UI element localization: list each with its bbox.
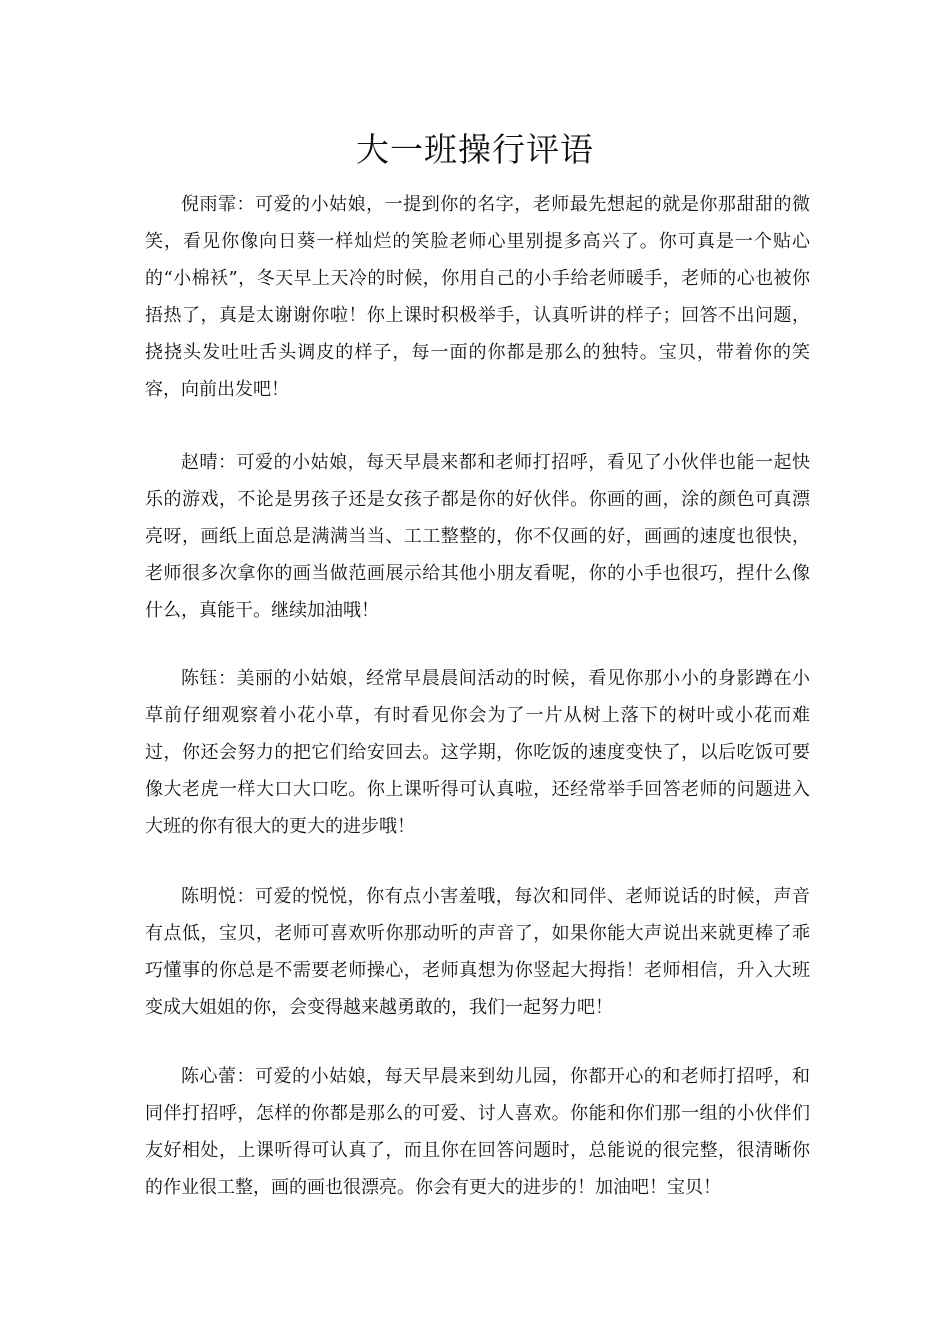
comment-paragraph-3: 陈钰：美丽的小姑娘，经常早晨晨间活动的时候，看见你那小小的身影蹲在小草前仔细观察着小花小草，有时看见你会为了一片从树上落下的树叶或小花而难过，你还会努力的把它们给安回去。这学期，你吃饭的速度变快了，以后吃饭可要像大老虎一样大口大口吃。你上课听得可认真啦，还经常举手回答老师的问题进入大班的你有很大的更大的进步哦！: [145, 668, 810, 837]
comment-paragraph-5: 陈心蕾：可爱的小姑娘，每天早晨来到幼儿园，你都开心的和老师打招呼，和同伴打招呼，怎样的你都是那么的可爱、讨人喜欢。你能和你们那一组的小伙伴们友好相处，上课听得可认真了，而且你在回答问题时，总能说的很完整，很清晰你的作业很工整，画的画也很漂亮。你会有更大的进步的！加油吧！宝贝！: [145, 1066, 810, 1198]
comment-paragraph-4: 陈明悦：可爱的悦悦，你有点小害羞哦，每次和同伴、老师说话的时候，声音有点低，宝贝，老师可喜欢听你那动听的声音了，如果你能大声说出来就更棒了乖巧懂事的你总是不需要老师操心，老师真想为你竖起大拇指！老师相信，升入大班变成大姐姐的你，会变得越来越勇敢的，我们一起努力吧！: [145, 886, 810, 1018]
comment-paragraph-1: 倪雨霏：可爱的小姑娘，一提到你的名字，老师最先想起的就是你那甜甜的微笑，看见你像向日葵一样灿烂的笑脸老师心里别提多高兴了。你可真是一个贴心的“小棉袄”，冬天早上天冷的时候，你用自己的小手给老师暖手，老师的心也被你捂热了，真是太谢谢你啦！你上课时积极举手，认真听讲的样子；回答不出问题，挠挠头发吐吐舌头调皮的样子，每一面的你都是那么的独特。宝贝，带着你的笑容，向前出发吧！: [145, 194, 810, 400]
document-title: 大一班操行评语: [356, 130, 594, 169]
comment-paragraph-2: 赵晴：可爱的小姑娘，每天早晨来都和老师打招呼，看见了小伙伴也能一起快乐的游戏，不论是男孩子还是女孩子都是你的好伙伴。你画的画，涂的颜色可真漂亮呀，画纸上面总是满满当当、工工整整的，你不仅画的好，画画的速度也很快，老师很多次拿你的画当做范画展示给其他小朋友看呢，你的小手也很巧，捏什么像什么，真能干。继续加油哦！: [145, 452, 810, 621]
